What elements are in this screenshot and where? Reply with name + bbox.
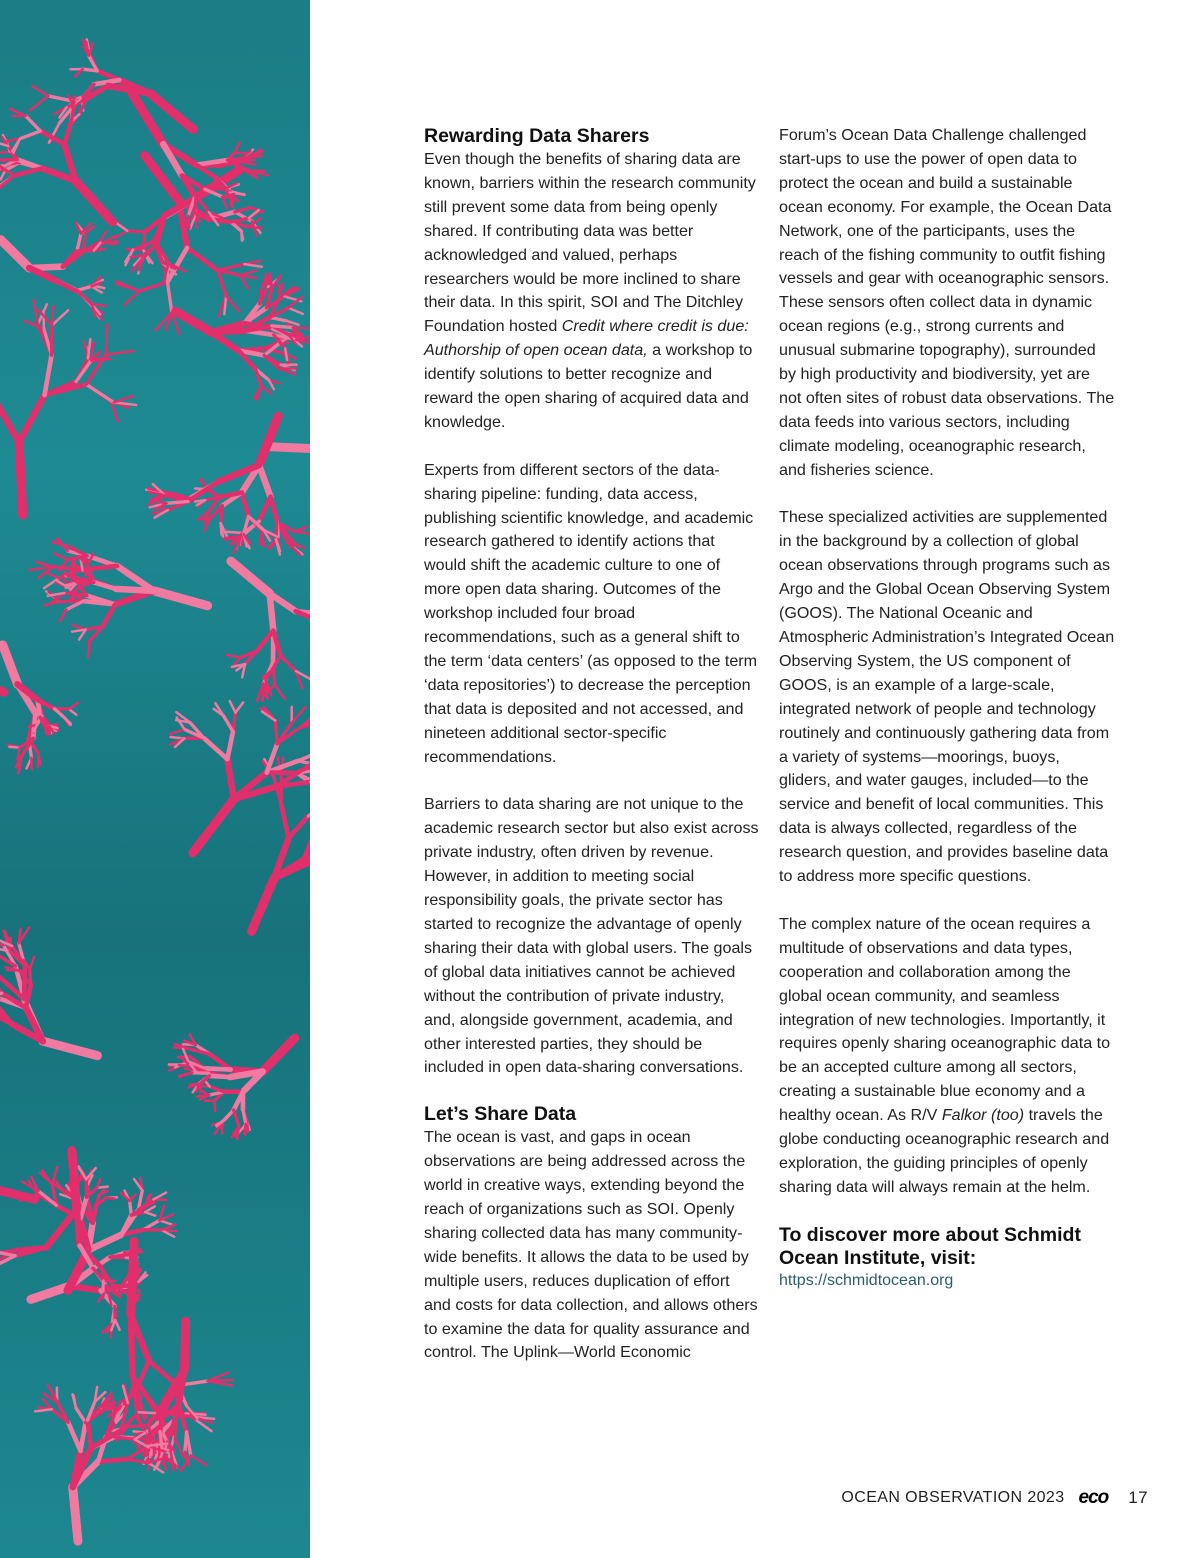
paragraph: These specialized activities are supplemented in the background by a collection of global ocean observations through programs such as Argo and the Global Ocean Observing System (GOOS). The National Oceanic and Atmospheric Administration’s Integrated Ocean Observing System, the US component of GOOS, is an example of a large-scale, integrated network of people and technology routinely and continuously gathering data from a variety of systems—moorings, buoys, gliders, and water gauges, included—to the service and benefit of local communities. This data is always collected, regardless of the research question, and provides baseline data to address more specific questions. — [779, 508, 1115, 886]
paragraph: The complex nature of the ocean requires a multitude of observations and data types, cooperation and collaboration among the global ocean community, and seamless integration of new technologies. Importantly, it requires openly sharing oceanographic data to be an accepted culture among all sectors, creating a sustainable blue economy and a healthy ocean. As R/V Falkor (too) travels the globe conducting oceanographic research and exploration, the guiding principles of openly sharing data will always remain at the helm. — [779, 914, 1111, 1196]
cta-heading: To discover more about Schmidt Ocean Institute, visit: — [779, 1223, 1081, 1269]
page-number: 17 — [1128, 1488, 1148, 1507]
eco-logo: eco — [1078, 1487, 1109, 1508]
paragraph: Forum’s Ocean Data Challenge challenged start-ups to use the power of open data to protect the ocean and build a sustainable ocean economy. For example, the Ocean Data Network, one of the participants, uses the reach of the fishing community to outfit fishing vessels and gear with oceanographic sensors. These sensors often collect data in dynamic ocean regions (e.g., strong currents and unusual submarine topography), surrounded by high productivity and biodiversity, yet are not often sites of robust data observations. The data feeds into various sectors, including climate modeling, oceanographic research, and fisheries science. — [779, 126, 1115, 479]
page-footer — [841, 1487, 1148, 1509]
paragraph: Barriers to data sharing are not unique to the academic research sector but also exist across private industry, often driven by revenue. However, in addition to meeting social responsibility goals, the private sector has started to recognize the advantage of openly sharing their data with global users. The goals of global data initiatives cannot be achieved without the contribution of private industry, and, alongside government, academia, and other interested parties, they should be included in open data-sharing conversations. — [424, 795, 759, 1077]
paragraph: The ocean is vast, and gaps in ocean observations are being addressed across the world in creative ways, extending beyond the reach of organizations such as SOI. Openly sharing collected data has many community-wide benefits. It allows the data to be used by multiple users, reduces duplication of effort and costs for data collection, and allows others to examine the data for quality assurance and control. The Uplink—World Economic — [424, 1128, 758, 1362]
workshop-title: Credit where credit is due: Authorship of open ocean data, — [424, 317, 749, 360]
coral-photo — [0, 0, 310, 1558]
left-column — [424, 124, 760, 1389]
paragraph: Experts from different sectors of the data-sharing pipeline: funding, data access, publishing scientific knowledge, and academic research gathered to identify actions that would shift the academic culture to one of more open data sharing. Outcomes of the workshop included four broad recommendations, such as a general shift to the term ‘data centers’ (as opposed to the term ‘data repositories’) to decrease the perception that data is deposited and not accessed, and nineteen additional sector-specific recommendations. — [424, 460, 758, 766]
right-column — [779, 124, 1115, 1292]
schmidt-ocean-link[interactable]: https://schmidtocean.org — [779, 1271, 954, 1289]
heading-lets-share-data: Let’s Share Data — [424, 1103, 577, 1126]
heading-rewarding-data-sharers: Rewarding Data Sharers — [424, 125, 650, 147]
section-title: OCEAN OBSERVATION 2023 — [841, 1489, 1065, 1506]
coral-illustration — [0, 0, 310, 1558]
paragraph: Even though the benefits of sharing data are known, barriers within the research community still prevent some data from being openly shared. If contributing data was better acknowledged and valued, perhaps researchers would be more inclined to share their data. In this spirit, SOI and The Ditchley Foundation hosted Credit where credit is due: Authorship of open ocean data, a workshop to identify solutions to better recognize and reward the open sharing of acquired data and knowledge. — [424, 150, 756, 431]
vessel-name: Falkor (too) — [941, 1106, 1025, 1125]
